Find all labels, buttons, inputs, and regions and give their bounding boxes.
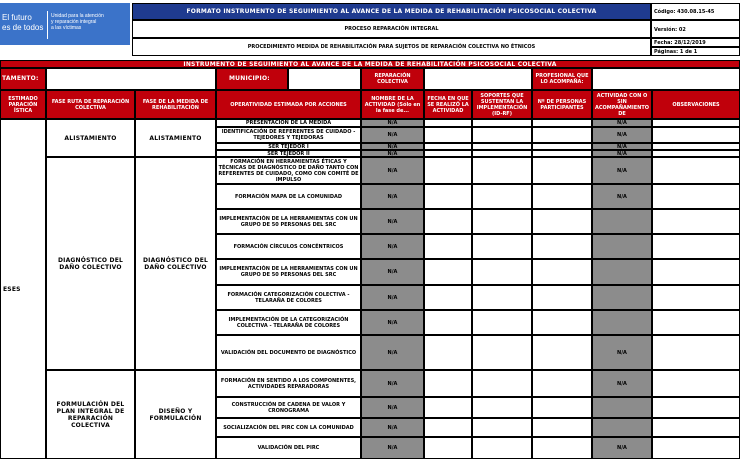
doc-date: Fecha: 28/12/2019 [651, 38, 740, 47]
procedure-label: PROCEDIMIENTO MEDIDA DE REHABILITACIÓN PARA SUJETOS DE REPARACIÓN COLECTIVA NO ÉTNICOS [132, 38, 651, 56]
accompaniment-cell[interactable]: N/A [592, 143, 652, 150]
accompaniment-cell[interactable]: N/A [592, 127, 652, 143]
participants-cell[interactable] [532, 143, 592, 150]
action-text: FORMACIÓN EN SENTIDO A LOS COMPONENTES, ACTIVIDADES REPARADORAS [216, 370, 361, 397]
logo-right-text: Unidad para la atención y reparación integral a las víctimas [51, 13, 104, 31]
date-cell[interactable] [424, 143, 472, 150]
date-cell[interactable] [424, 285, 472, 310]
participants-cell[interactable] [532, 437, 592, 459]
action-text: FORMACIÓN CÍRCULOS CONCÉNTRICOS [216, 234, 361, 259]
activity-name-cell[interactable]: N/A [361, 370, 424, 397]
date-cell[interactable] [424, 437, 472, 459]
observations-cell[interactable] [652, 119, 740, 127]
observations-cell[interactable] [652, 209, 740, 234]
observations-cell[interactable] [652, 370, 740, 397]
col-fase-medida: FASE DE LA MEDIDA DE REHABILITACIÓN [135, 90, 216, 119]
action-text: VALIDACIÓN DEL PIRC [216, 437, 361, 459]
action-text: CONSTRUCCIÓN DE CADENA DE VALOR Y CRONOGRAMA [216, 397, 361, 418]
supports-cell[interactable] [472, 335, 532, 370]
phase-diagnostico-ruta: DIAGNÓSTICO DEL DAÑO COLECTIVO [46, 157, 135, 370]
accompaniment-cell[interactable]: N/A [592, 335, 652, 370]
supports-cell[interactable] [472, 234, 532, 259]
process-label: PROCESO REPARACIÓN INTEGRAL [132, 20, 651, 38]
participants-cell[interactable] [532, 234, 592, 259]
supports-cell[interactable] [472, 259, 532, 285]
profesional-label: PROFESIONAL QUE LO ACOMPAÑA: [532, 68, 592, 90]
participants-cell[interactable] [532, 119, 592, 127]
participants-cell[interactable] [532, 259, 592, 285]
action-text: FORMACIÓN EN HERRAMIENTAS ÉTICAS Y TÉCNICAS DE DIAGNÓSTICO DE DAÑO TANTO CON REFERENTES DE CUIDADO, COMO CON COMITÉ DE IMPULSO [216, 157, 361, 184]
participants-cell[interactable] [532, 209, 592, 234]
supports-cell[interactable] [472, 157, 532, 184]
municipio-label: MUNICIPIO: [216, 68, 288, 90]
supports-cell[interactable] [472, 150, 532, 157]
date-cell[interactable] [424, 150, 472, 157]
col-nombre: NOMBRE DE LA ACTIVIDAD (Sólo en la fase de... [361, 90, 424, 119]
date-cell[interactable] [424, 209, 472, 234]
phase-formulacion-medida: DISEÑO Y FORMULACIÓN [135, 370, 216, 459]
activity-name-cell[interactable]: N/A [361, 127, 424, 143]
date-cell[interactable] [424, 335, 472, 370]
date-cell[interactable] [424, 127, 472, 143]
supports-cell[interactable] [472, 184, 532, 209]
participants-cell[interactable] [532, 157, 592, 184]
date-cell[interactable] [424, 370, 472, 397]
accompaniment-cell[interactable] [592, 259, 652, 285]
supports-cell[interactable] [472, 418, 532, 437]
observations-cell[interactable] [652, 259, 740, 285]
supports-cell[interactable] [472, 437, 532, 459]
date-cell[interactable] [424, 418, 472, 437]
supports-cell[interactable] [472, 397, 532, 418]
logo [0, 3, 130, 45]
activity-name-cell[interactable]: N/A [361, 310, 424, 335]
action-text: PRESENTACIÓN DE LA MEDIDA [216, 119, 361, 127]
action-text: IDENTIFICACIÓN DE REFERENTES DE CUIDADO - TEJEDORES Y TEJEDORAS [216, 127, 361, 143]
accompaniment-cell[interactable] [592, 310, 652, 335]
date-cell[interactable] [424, 310, 472, 335]
date-cell[interactable] [424, 119, 472, 127]
observations-cell[interactable] [652, 127, 740, 143]
logo-divider [47, 11, 48, 39]
activity-name-cell[interactable]: N/A [361, 143, 424, 150]
observations-cell[interactable] [652, 157, 740, 184]
observations-cell[interactable] [652, 285, 740, 310]
col-operatividad: OPERATIVIDAD ESTIMADA POR ACCIONES [216, 90, 361, 119]
activity-name-cell[interactable]: N/A [361, 209, 424, 234]
col-fecha: FECHA EN QUE SE REALIZÓ LA ACTIVIDAD [424, 90, 472, 119]
date-cell[interactable] [424, 234, 472, 259]
participants-cell[interactable] [532, 370, 592, 397]
supports-cell[interactable] [472, 119, 532, 127]
participants-cell[interactable] [532, 127, 592, 143]
activity-name-cell[interactable]: N/A [361, 437, 424, 459]
accompaniment-cell[interactable]: N/A [592, 370, 652, 397]
observations-cell[interactable] [652, 418, 740, 437]
sujeto-label: REPARACIÓN COLECTIVA [361, 68, 424, 90]
accompaniment-cell[interactable] [592, 209, 652, 234]
action-text: IMPLEMENTACIÓN DE LA HERRAMIENTAS CON UN GRUPO DE 50 PERSONAS DEL SRC [216, 209, 361, 234]
supports-cell[interactable] [472, 209, 532, 234]
col-observaciones: OBSERVACIONES [652, 90, 740, 119]
supports-cell[interactable] [472, 370, 532, 397]
action-text: SER TEJEDOR II [216, 150, 361, 157]
phase-alistamiento-ruta: ALISTAMIENTO [46, 119, 135, 157]
action-text: IMPLEMENTACIÓN DE LA CATEGORIZACIÓN COLECTIVA - TELARAÑA DE COLORES [216, 310, 361, 335]
accompaniment-cell[interactable] [592, 285, 652, 310]
observations-cell[interactable] [652, 234, 740, 259]
activity-name-cell[interactable]: N/A [361, 397, 424, 418]
observations-cell[interactable] [652, 184, 740, 209]
action-text: IMPLEMENTACIÓN DE LA HERRAMIENTAS CON UN GRUPO DE 50 PERSONAS DEL SRC [216, 259, 361, 285]
participants-cell[interactable] [532, 335, 592, 370]
supports-cell[interactable] [472, 127, 532, 143]
form-title: FORMATO INSTRUMENTO DE SEGUIMIENTO AL AVANCE DE LA MEDIDA DE REHABILITACIÓN PSICOSOCIAL COLECTIVA [132, 3, 651, 20]
activity-name-cell[interactable]: N/A [361, 285, 424, 310]
accompaniment-cell[interactable]: N/A [592, 157, 652, 184]
action-text: FORMACIÓN MAPA DE LA COMUNIDAD [216, 184, 361, 209]
accompaniment-cell[interactable]: N/A [592, 119, 652, 127]
observations-cell[interactable] [652, 143, 740, 150]
activity-name-cell[interactable]: N/A [361, 119, 424, 127]
activity-name-cell[interactable]: N/A [361, 157, 424, 184]
col-soportes: SOPORTES QUE SUSTENTAN LA IMPLEMENTACIÓN (ID-RF) [472, 90, 532, 119]
activity-name-cell[interactable]: N/A [361, 150, 424, 157]
instrument-title: INSTRUMENTO DE SEGUIMIENTO AL AVANCE DE LA MEDIDA DE REHABILITACIÓN PSICOSOCIAL COLECTIVA [0, 60, 740, 68]
participants-cell[interactable] [532, 285, 592, 310]
activity-name-cell[interactable]: N/A [361, 259, 424, 285]
observations-cell[interactable] [652, 335, 740, 370]
sujeto-field[interactable] [424, 68, 532, 90]
col-acompanamiento: ACTIVIDAD CON O SIN ACOMPAÑAMIENTO DE [592, 90, 652, 119]
participants-cell[interactable] [532, 397, 592, 418]
observations-cell[interactable] [652, 310, 740, 335]
action-text: SER TEJEDOR I [216, 143, 361, 150]
activity-name-cell[interactable]: N/A [361, 234, 424, 259]
accompaniment-cell[interactable]: N/A [592, 184, 652, 209]
municipio-field[interactable] [288, 68, 361, 90]
col-personas: Nº DE PERSONAS PARTICIPANTES [532, 90, 592, 119]
observations-cell[interactable] [652, 397, 740, 418]
departamento-label: TAMENTO: [0, 68, 46, 90]
participants-cell[interactable] [532, 310, 592, 335]
col-tiempo: ESTIMADO PARACIÓN ÍSTICA [0, 90, 46, 119]
phase-alistamiento-medida: ALISTAMIENTO [135, 119, 216, 157]
accompaniment-cell[interactable] [592, 397, 652, 418]
accompaniment-cell[interactable]: N/A [592, 437, 652, 459]
activity-name-cell[interactable]: N/A [361, 335, 424, 370]
supports-cell[interactable] [472, 143, 532, 150]
doc-code: Código: 430.08.15-45 [651, 3, 740, 20]
observations-cell[interactable] [652, 437, 740, 459]
accompaniment-cell[interactable] [592, 234, 652, 259]
phase-diagnostico-medida: DIAGNÓSTICO DEL DAÑO COLECTIVO [135, 157, 216, 370]
profesional-field[interactable] [592, 68, 740, 90]
participants-cell[interactable] [532, 150, 592, 157]
action-text: VALIDACIÓN DEL DOCUMENTO DE DIAGNÓSTICO [216, 335, 361, 370]
action-text: SOCIALIZACIÓN DEL PIRC CON LA COMUNIDAD [216, 418, 361, 437]
departamento-field[interactable] [46, 68, 216, 90]
phase-formulacion-ruta: FORMULACIÓN DEL PLAN INTEGRAL DE REPARACIÓN COLECTIVA [46, 370, 135, 459]
date-cell[interactable] [424, 184, 472, 209]
participants-cell[interactable] [532, 418, 592, 437]
logo-left-text: El futuro es de todos [2, 13, 44, 32]
supports-cell[interactable] [472, 310, 532, 335]
supports-cell[interactable] [472, 285, 532, 310]
accompaniment-cell[interactable] [592, 418, 652, 437]
col-fase-ruta: FASE RUTA DE REPARACIÓN COLECTIVA [46, 90, 135, 119]
accompaniment-cell[interactable]: N/A [592, 150, 652, 157]
time-cell: ESES [0, 119, 46, 459]
doc-pages: Páginas: 1 de 1 [651, 47, 740, 56]
participants-cell[interactable] [532, 184, 592, 209]
activity-name-cell[interactable]: N/A [361, 184, 424, 209]
action-text: FORMACIÓN CATEGORIZACIÓN COLECTIVA - TELARAÑA DE COLORES [216, 285, 361, 310]
activity-name-cell[interactable]: N/A [361, 418, 424, 437]
date-cell[interactable] [424, 259, 472, 285]
observations-cell[interactable] [652, 150, 740, 157]
date-cell[interactable] [424, 397, 472, 418]
date-cell[interactable] [424, 157, 472, 184]
doc-version: Versión: 02 [651, 20, 740, 38]
